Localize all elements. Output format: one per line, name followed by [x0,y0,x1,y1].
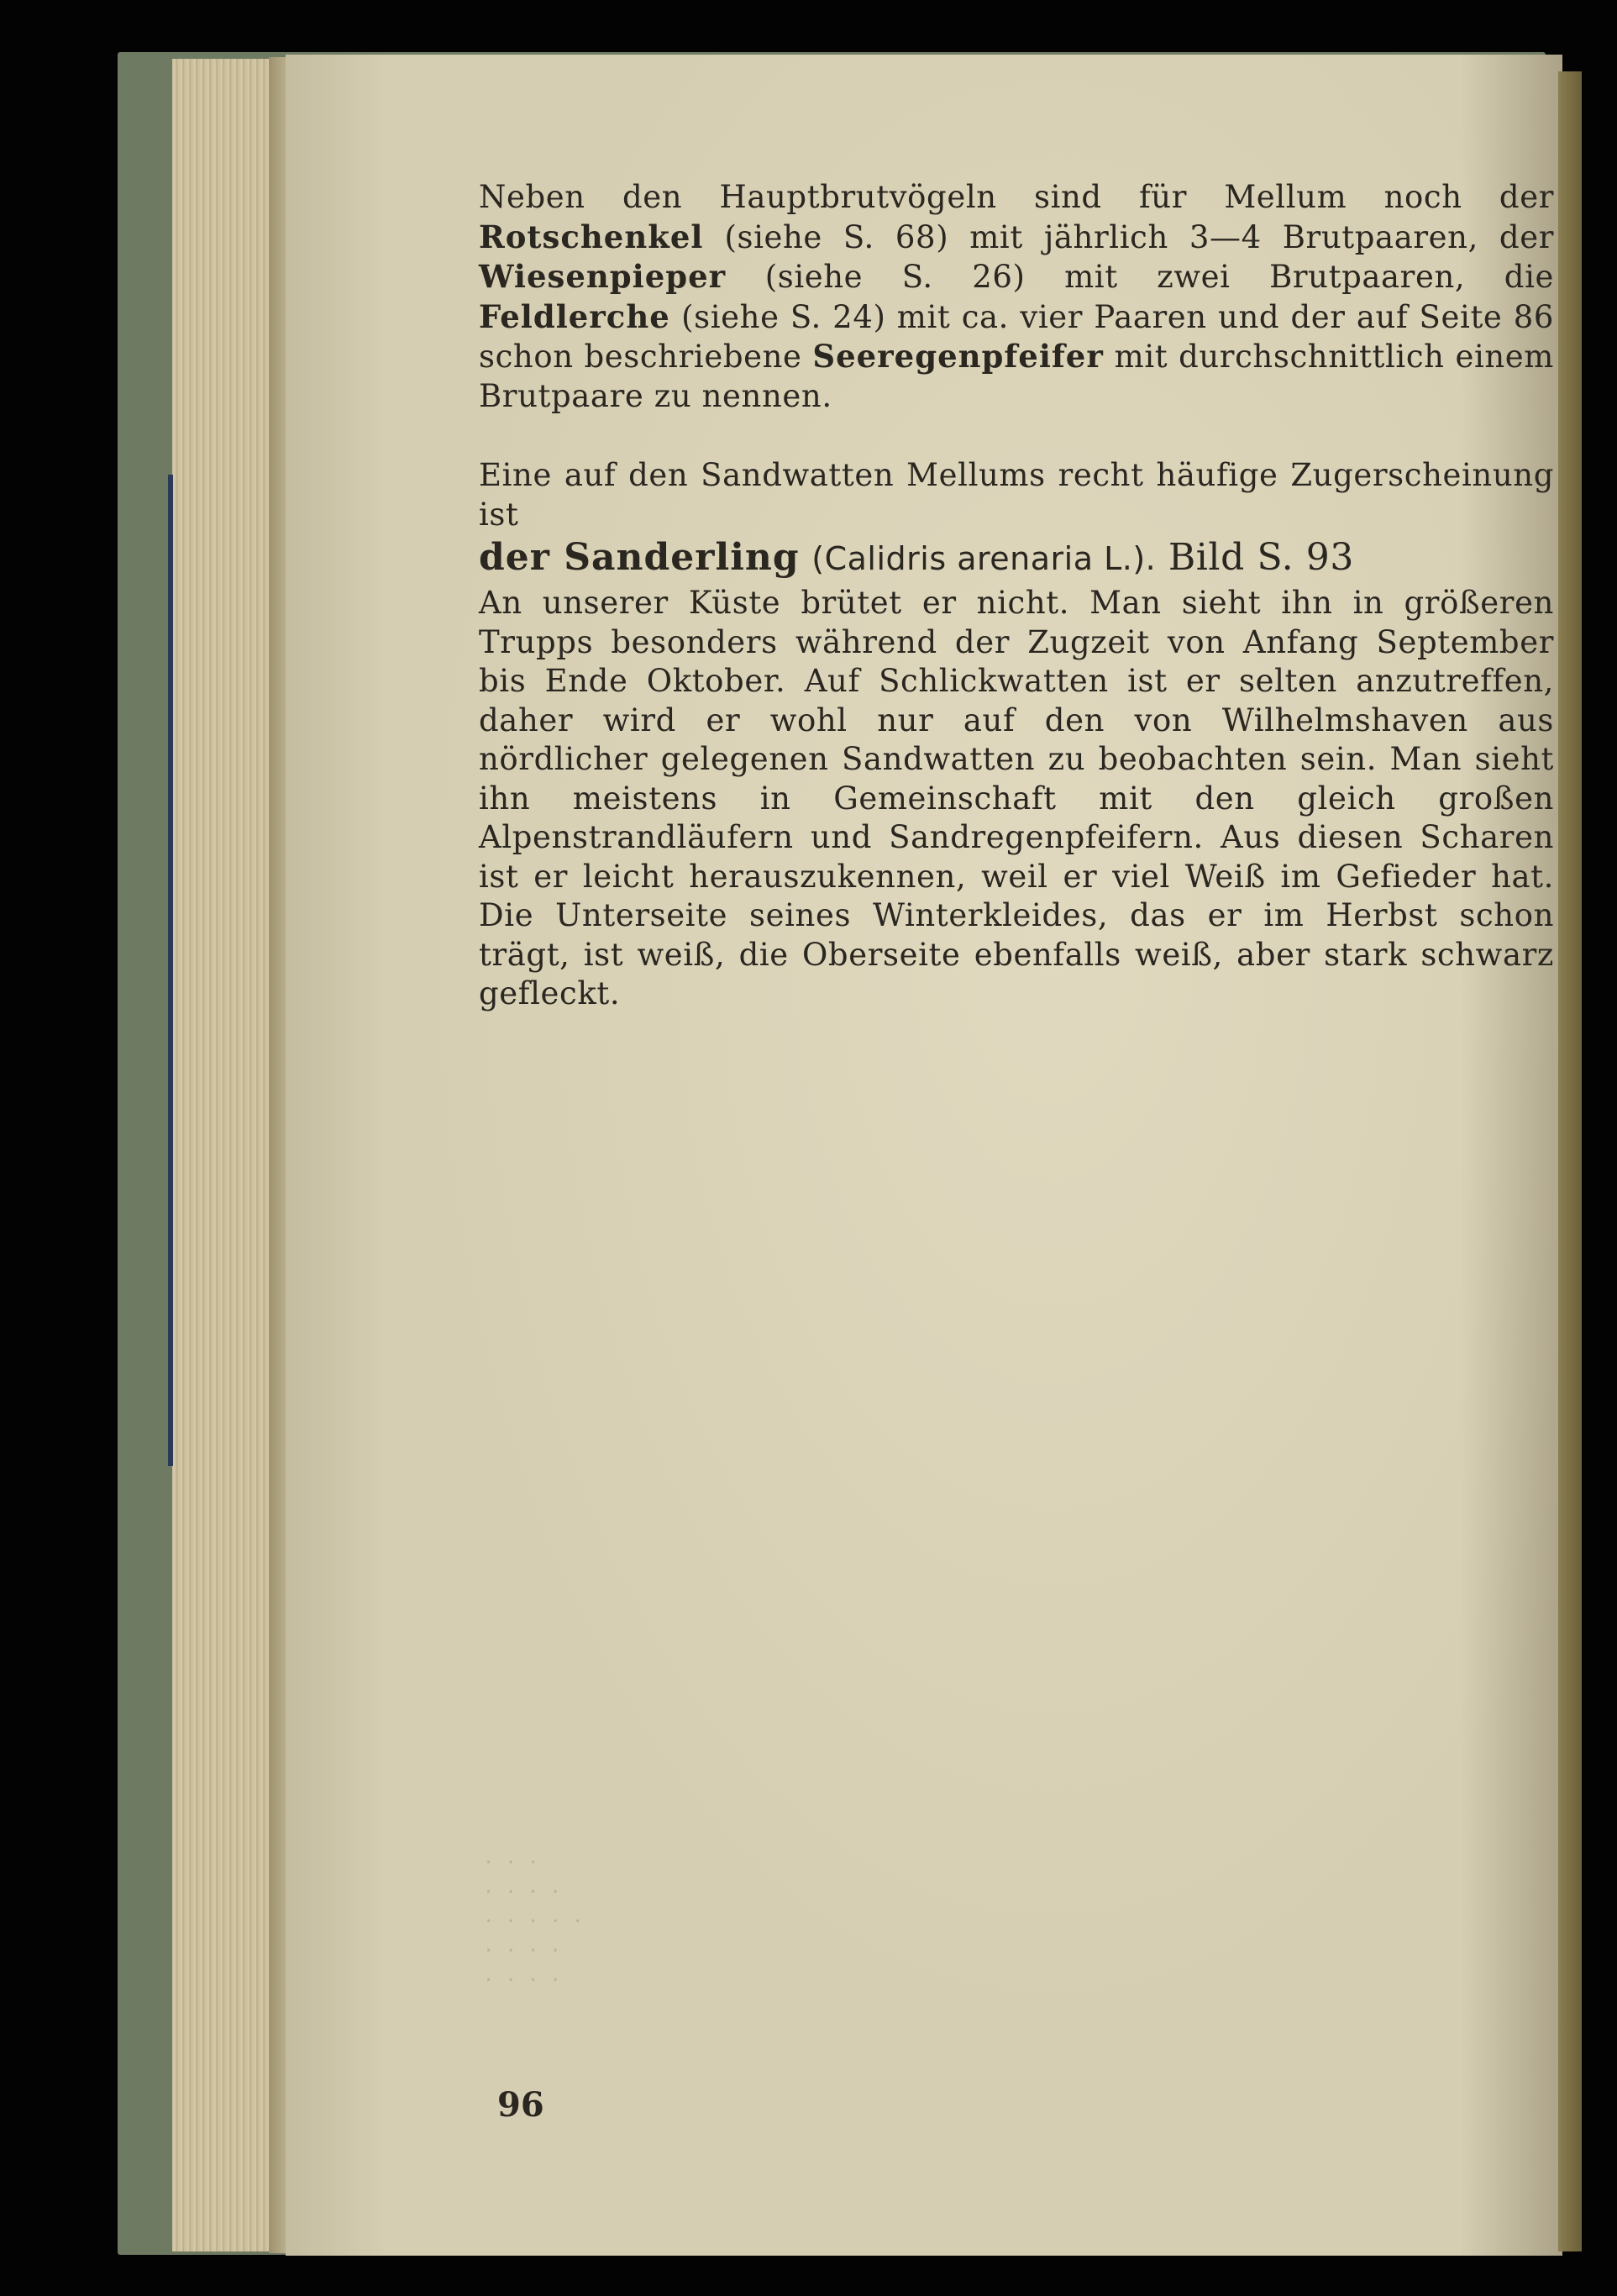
text-run: (siehe S. 24) mit ca. vier Paaren und der auf Seite 86 schon beschriebene [479,298,1554,375]
species-feldlerche: Feldlerche [479,297,670,335]
species-rotschenkel: Rotschenkel [479,218,704,255]
text-run: (siehe S. 26) mit zwei Brutpaaren, die [726,259,1554,295]
paragraph-intro: Eine auf den Sandwatten Mellums recht häufige Zugerscheinung ist [479,457,1554,533]
text-run: (siehe S. 68) mit jährlich 3—4 Brutpaaren, der [703,218,1554,255]
page-number: 96 [497,2085,544,2125]
species-latin-name: (Calidris arenaria L.). [811,540,1157,577]
image-reference: Bild S. 93 [1168,536,1354,579]
text-run: Neben den Hauptbrutvögeln sind für Mellum noch der [479,179,1554,215]
binding-mark [168,475,173,1466]
faint-stamp-marks: · · · · · · · · · · · · · · · · · · · · [483,1852,584,1991]
species-name: der Sanderling [479,536,800,579]
page-block-edges [172,59,273,2251]
species-heading [479,536,1554,581]
page-text [479,178,1554,1014]
text-run: mit durchschnittlich einem Brutpaare zu nennen. [479,339,1554,414]
species-wiesenpieper: Wiesenpieper [479,258,727,295]
paragraph-breeding-birds [479,178,1554,416]
paragraph-sanderling: An unserer Küste brütet er nicht. Man sieht ihn in größeren Trupps besonders während der Zugzeit von Anfang September bis Ende Oktober. Auf Schlickwatten ist er selten anzutreffen, daher wird er wohl nur auf den von Wilhelmshaven aus nördlicher gelegenen Sandwatten zu beobachten sein. Man sieht ihn meistens in Gemeinschaft mit den gleich großen Alpenstrandläufern und Sandregenpfeifern. Aus diesen Scharen ist er leicht herauszukennen, weil er viel Weiß im Gefieder hat. Die Unterseite seines Winterkleides, das er im Herbst schon trägt, ist weiß, die Oberseite ebenfalls weiß, aber stark schwarz gefleckt. [479,585,1554,1011]
species-seeregenpfeifer: Seeregenpfeifer [812,338,1104,375]
page-right-edge [1558,71,1582,2251]
